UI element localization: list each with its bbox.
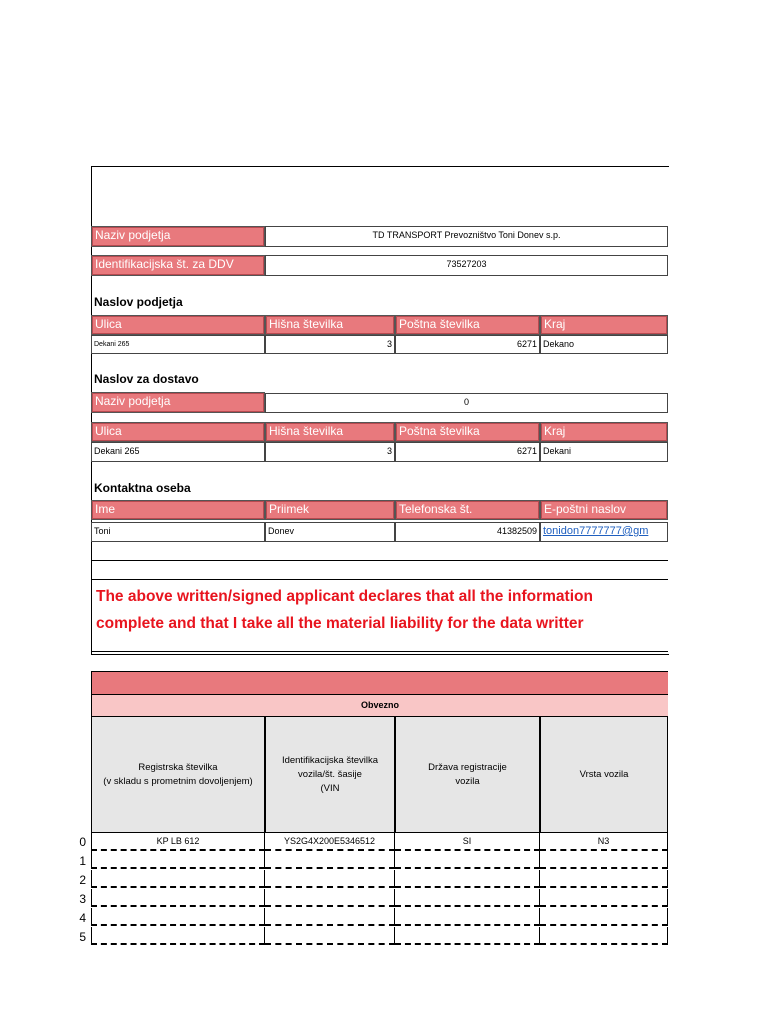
table-row: [91, 851, 668, 870]
declaration-box: [91, 579, 668, 652]
company-address-header: [91, 315, 668, 335]
contact-last-name-field[interactable]: Donev: [265, 522, 395, 542]
country-cell[interactable]: [395, 927, 540, 945]
vehicles-header-bar: [91, 671, 668, 695]
table-row: [91, 908, 668, 927]
divider: [91, 560, 668, 561]
vat-id-field[interactable]: 73527203: [265, 255, 668, 276]
col-postal-code: Poštna številka: [395, 422, 540, 442]
type-cell[interactable]: [540, 908, 668, 926]
type-cell[interactable]: [540, 851, 668, 869]
row-number: 0: [79, 835, 86, 849]
vat-id-label: Identifikacijska št. za DDV: [91, 255, 265, 276]
vin-cell[interactable]: [265, 851, 395, 869]
col-city: Kraj: [540, 315, 668, 335]
declaration-line-2: complete and that I take all the material liability for the data writter: [96, 615, 584, 632]
contact-person-heading: Kontaktna oseba: [94, 481, 191, 495]
col-street: Ulica: [91, 422, 265, 442]
contact-first-name-field[interactable]: Toni: [91, 522, 265, 542]
col-first-name: Ime: [91, 500, 265, 520]
contact-header: [91, 500, 668, 520]
row-number: 1: [79, 854, 86, 868]
country-cell[interactable]: [395, 870, 540, 888]
vin-cell[interactable]: [265, 927, 395, 945]
company-name-field[interactable]: TD TRANSPORT Prevozništvo Toni Donev s.p.: [265, 226, 668, 247]
mandatory-label: Obvezno: [91, 695, 668, 716]
company-postal-field[interactable]: 6271: [395, 335, 540, 354]
table-row: [91, 927, 668, 946]
company-street-field[interactable]: Dekani 265: [91, 335, 265, 354]
contact-email-field[interactable]: [540, 522, 668, 542]
row-number: 3: [79, 892, 86, 906]
registration-cell[interactable]: KP LB 612: [91, 833, 265, 851]
col-house-number: Hišna številka: [265, 422, 395, 442]
company-house-field[interactable]: 3: [265, 335, 395, 354]
col-registration-country: Država registracije vozila: [395, 716, 540, 833]
col-registration-number: Registrska številka (v skladu s prometnim dovoljenjem): [91, 716, 265, 833]
registration-cell[interactable]: [91, 908, 265, 926]
delivery-house-field[interactable]: 3: [265, 442, 395, 462]
delivery-name-field[interactable]: 0: [265, 393, 668, 413]
table-row: [91, 833, 668, 851]
col-house-number: Hišna številka: [265, 315, 395, 335]
registration-cell[interactable]: [91, 851, 265, 869]
country-cell[interactable]: [395, 908, 540, 926]
vin-cell[interactable]: [265, 889, 395, 907]
country-cell[interactable]: [395, 851, 540, 869]
delivery-street-field[interactable]: Dekani 265: [91, 442, 265, 462]
country-cell[interactable]: SI: [395, 833, 540, 851]
type-cell[interactable]: [540, 927, 668, 945]
company-city-field[interactable]: Dekano: [540, 335, 668, 354]
type-cell[interactable]: [540, 889, 668, 907]
registration-cell[interactable]: [91, 889, 265, 907]
delivery-address-heading: Naslov za dostavo: [94, 372, 199, 386]
country-cell[interactable]: [395, 889, 540, 907]
col-vehicle-type: Vrsta vozila: [540, 716, 668, 833]
vin-cell[interactable]: [265, 908, 395, 926]
row-number: 2: [79, 873, 86, 887]
delivery-name-label: Naziv podjetja: [91, 392, 265, 413]
type-cell[interactable]: [540, 870, 668, 888]
table-row: [91, 889, 668, 908]
col-vin: Identifikacijska številka vozila/št. šasije (VIN: [265, 716, 395, 833]
delivery-city-field[interactable]: Dekani: [540, 442, 668, 462]
company-address-heading: Naslov podjetja: [94, 295, 183, 309]
table-row: [91, 870, 668, 889]
col-phone: Telefonska št.: [395, 500, 540, 520]
email-link[interactable]: tonidon7777777@gm: [543, 525, 649, 537]
delivery-address-header: [91, 422, 668, 442]
registration-cell[interactable]: [91, 870, 265, 888]
vin-cell[interactable]: [265, 870, 395, 888]
contact-phone-field[interactable]: 41382509: [395, 522, 540, 542]
registration-cell[interactable]: [91, 927, 265, 945]
col-street: Ulica: [91, 315, 265, 335]
row-number: 5: [79, 930, 86, 944]
type-cell[interactable]: N3: [540, 833, 668, 851]
delivery-postal-field[interactable]: 6271: [395, 442, 540, 462]
declaration-line-1: The above written/signed applicant declares that all the information: [96, 588, 593, 605]
vehicles-rows: [91, 833, 668, 946]
row-number: 4: [79, 911, 86, 925]
col-postal-code: Poštna številka: [395, 315, 540, 335]
col-last-name: Priimek: [265, 500, 395, 520]
col-city: Kraj: [540, 422, 668, 442]
vin-cell[interactable]: YS2G4X200E5346512: [265, 833, 395, 851]
company-name-label: Naziv podjetja: [91, 226, 265, 247]
col-email: E-poštni naslov: [540, 500, 668, 520]
